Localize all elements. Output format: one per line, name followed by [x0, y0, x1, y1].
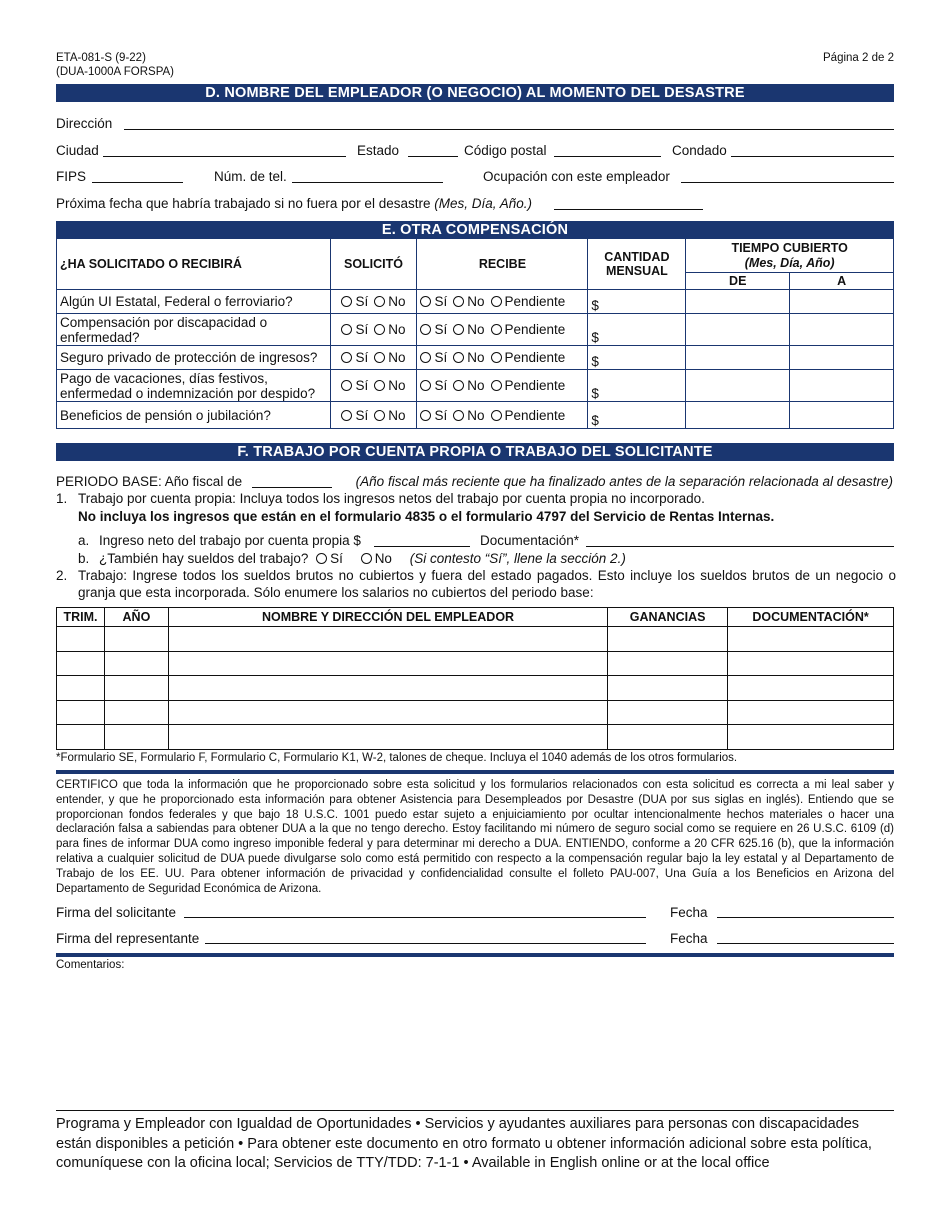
- solicito-no-radio[interactable]: [374, 380, 385, 391]
- wages-cell[interactable]: [104, 676, 168, 701]
- wages-cell[interactable]: [608, 700, 728, 725]
- certification-text: CERTIFICO que toda la información que he proporcionado sobre esta solicitud y los formularios relacionados con esta solicitud es correcta a mi leal saber y entender, y que he proporcionado esta información para obtener Asistencia para Desempleados por Desastre (DUA por sus siglas en inglés). Entiendo que se proporcionan fondos federales y que bajo 18 U.S.C. 1001 puedo estar sujeto a enjuiciamiento por ocultar intencionalmente hechos materiales o hacer una declaración falsa a sabiendas para obtener DUA a la que no tengo derecho. Estoy facilitando mi número de seguro social como se requiere en 26 U.S.C. 6109 (d) para fines de informar DUA como ingreso imponible federal y para determinar mi derecho a DUA. ENTIENDO, conforme a 20 CFR 625.16 (b), que la información relativa a cualquier solicitud de DUA puede divulgarse solo como está permitido con respecto a la compensación regular bajo la ley estatal y al Departamento de Trabajo de los EE. UU. Para obtener información de privacidad y confidencialidad consulte el folleto PAU-007, Una Guía a los Beneficios en Arizona del Departamento de Seguridad Económica de Arizona.: [56, 779, 894, 895]
- recibe-si-radio[interactable]: [420, 324, 431, 335]
- cantidad-mensual-field[interactable]: $: [588, 290, 686, 314]
- compensation-row: Beneficios de pensión o jubilación? Sí No Sí No Pendiente $: [57, 402, 894, 429]
- solicito-no-radio[interactable]: [374, 324, 385, 335]
- firma-representante-label: Firma del representante: [56, 931, 200, 946]
- form-id: ETA-081-S (9-22): [56, 52, 146, 64]
- wages-cell[interactable]: [168, 700, 607, 725]
- comentarios-label: Comentarios:: [56, 959, 125, 971]
- compensation-row: Pago de vacaciones, días festivos, enfermedad o indemnización por despido? Sí No Sí No Pendiente $: [57, 370, 894, 402]
- codigo-postal-field[interactable]: [554, 156, 661, 157]
- estado-field[interactable]: [408, 156, 458, 157]
- wages-col-header: AÑO: [104, 608, 168, 627]
- wages-cell[interactable]: [728, 627, 894, 652]
- recibe-si-radio[interactable]: [420, 296, 431, 307]
- wages-cell[interactable]: [104, 725, 168, 750]
- recibe-no-radio[interactable]: [453, 352, 464, 363]
- recibe-no-radio[interactable]: [453, 380, 464, 391]
- recibe-no-radio[interactable]: [453, 324, 464, 335]
- solicito-si-radio[interactable]: [341, 324, 352, 335]
- col-tiempo-header: TIEMPO CUBIERTO (Mes, Día, Año): [686, 239, 894, 273]
- solicito-si-radio[interactable]: [341, 296, 352, 307]
- compensation-question: Compensación por discapacidad o enfermedad?: [57, 314, 331, 346]
- cantidad-mensual-field[interactable]: $: [588, 346, 686, 370]
- compensation-row: Compensación por discapacidad o enfermedad? Sí No Sí No Pendiente $: [57, 314, 894, 346]
- proxima-fecha-label: Próxima fecha que habría trabajado si no fuera por el desastre (Mes, Día, Año.): [56, 196, 533, 211]
- proxima-fecha-field[interactable]: [554, 209, 703, 210]
- tiempo-de-field[interactable]: [686, 290, 790, 314]
- compensation-question: Algún UI Estatal, Federal o ferroviario?: [57, 290, 331, 314]
- documentacion-label: Documentación*: [480, 533, 580, 548]
- wages-col-header: TRIM.: [57, 608, 105, 627]
- section-d-title: D. NOMBRE DEL EMPLEADOR (O NEGOCIO) AL MOMENTO DEL DESASTRE: [56, 84, 894, 102]
- wages-row: [57, 676, 894, 701]
- wages-row: [57, 627, 894, 652]
- documentacion-field[interactable]: [586, 546, 894, 547]
- periodo-base-field[interactable]: [252, 487, 332, 488]
- wages-cell[interactable]: [608, 676, 728, 701]
- num-tel-label: Núm. de tel.: [214, 169, 287, 184]
- ingreso-neto-field[interactable]: [374, 546, 470, 547]
- recibe-pendiente-radio[interactable]: [491, 410, 502, 421]
- item1-bold-text: No incluya los ingresos que están en el formulario 4835 o el formulario 4797 del Servicio de Rentas Internas.: [78, 509, 775, 524]
- item-b-hint: (Si contesto “Sí”, llene la sección 2.): [409, 551, 626, 566]
- wages-cell[interactable]: [168, 651, 607, 676]
- recibe-pendiente-radio[interactable]: [491, 352, 502, 363]
- estado-label: Estado: [357, 143, 400, 158]
- wages-cell[interactable]: [57, 676, 105, 701]
- sueldos-si-radio[interactable]: [316, 553, 327, 564]
- firma-solicitante-label: Firma del solicitante: [56, 905, 177, 920]
- item1-text: Trabajo por cuenta propia: Incluya todos los ingresos netos del trabajo por cuenta propia no incorporado.: [78, 491, 705, 506]
- compensation-question: Pago de vacaciones, días festivos, enfermedad o indemnización por despido?: [57, 370, 331, 402]
- solicito-si-radio[interactable]: [341, 352, 352, 363]
- item1-number: 1.: [56, 491, 68, 506]
- ciudad-label: Ciudad: [56, 143, 99, 158]
- recibe-pendiente-radio[interactable]: [491, 324, 502, 335]
- wages-row: [57, 651, 894, 676]
- wages-row: [57, 700, 894, 725]
- footer-text: Programa y Empleador con Igualdad de Oportunidades • Servicios y ayudantes auxiliares para personas con discapacidades están disponibles a petición • Para obtener este documento en otro formato u obtener información adicional sobre esta política, comuníquese con la oficina local; Servicios de TTY/TDD: 7-1-1 • Available in English online or at the local office: [56, 1116, 872, 1172]
- comentarios-field[interactable]: [56, 975, 894, 1100]
- wages-col-header: NOMBRE Y DIRECCIÓN DEL EMPLEADOR: [168, 608, 607, 627]
- solicito-si-radio[interactable]: [341, 380, 352, 391]
- periodo-base-label: PERIODO BASE: Año fiscal de: [56, 474, 243, 489]
- ocupacion-field[interactable]: [681, 182, 894, 183]
- item2-text: Trabajo: Ingrese todos los sueldos brutos no cubiertos y fuera del estado pagados. Esto incluye los sueldos brutos de un negocio o granja que esta incorporada. Sólo enumere los salarios no cubiertos del periodo base:: [78, 568, 896, 600]
- tiempo-a-field[interactable]: [790, 370, 894, 402]
- wages-cell[interactable]: [168, 676, 607, 701]
- recibe-si-radio[interactable]: [420, 410, 431, 421]
- ocupacion-label: Ocupación con este empleador: [483, 169, 670, 184]
- wages-cell[interactable]: [728, 676, 894, 701]
- recibe-si-radio[interactable]: [420, 352, 431, 363]
- item-a-letter: a.: [78, 533, 90, 548]
- compensation-question: Seguro privado de protección de ingresos?: [57, 346, 331, 370]
- footer-rule: [56, 1110, 894, 1111]
- wages-cell[interactable]: [728, 700, 894, 725]
- wages-cell[interactable]: [608, 627, 728, 652]
- col-cantidad-header: CANTIDAD MENSUAL: [588, 239, 686, 290]
- section-e-title: E. OTRA COMPENSACIÓN: [56, 221, 894, 239]
- fips-label: FIPS: [56, 169, 87, 184]
- tiempo-de-field[interactable]: [686, 314, 790, 346]
- footnote: *Formulario SE, Formulario F, Formulario C, Formulario K1, W-2, talones de cheque. Incluya el 1040 además de los otros formularios.: [56, 752, 738, 764]
- direccion-label: Dirección: [56, 116, 113, 131]
- divider-bar-2: [56, 953, 894, 957]
- solicito-no-radio[interactable]: [374, 296, 385, 307]
- recibe-pendiente-radio[interactable]: [491, 296, 502, 307]
- tiempo-a-field[interactable]: [790, 314, 894, 346]
- col-a-header: A: [790, 273, 894, 290]
- wages-cell[interactable]: [728, 651, 894, 676]
- recibe-si-radio[interactable]: [420, 380, 431, 391]
- periodo-base-hint: (Año fiscal más reciente que ha finalizado antes de la separación relacionada al desastre): [355, 474, 893, 489]
- section-f-title: F. TRABAJO POR CUENTA PROPIA O TRABAJO DEL SOLICITANTE: [56, 443, 894, 461]
- wages-cell[interactable]: [104, 700, 168, 725]
- col-recibe-header: RECIBE: [417, 239, 588, 290]
- tiempo-a-field[interactable]: [790, 346, 894, 370]
- wages-cell[interactable]: [168, 725, 607, 750]
- solicito-si-radio[interactable]: [341, 410, 352, 421]
- wages-cell[interactable]: [57, 725, 105, 750]
- condado-field[interactable]: [731, 156, 894, 157]
- fecha-solicitante-field[interactable]: [717, 917, 894, 918]
- firma-solicitante-field[interactable]: [184, 917, 646, 918]
- item-b-row: ¿También hay sueldos del trabajo? Sí No (Si contesto “Sí”, llene la sección 2.): [99, 551, 626, 566]
- fecha-solicitante-label: Fecha: [670, 905, 708, 920]
- item2-number: 2.: [56, 568, 68, 583]
- tiempo-de-field[interactable]: [686, 346, 790, 370]
- wages-cell[interactable]: [608, 651, 728, 676]
- wages-col-header: DOCUMENTACIÓN*: [728, 608, 894, 627]
- tiempo-a-field[interactable]: [790, 290, 894, 314]
- compensation-row: Algún UI Estatal, Federal o ferroviario? Sí No Sí No Pendiente $: [57, 290, 894, 314]
- wages-cell[interactable]: [104, 627, 168, 652]
- form-sub-id: (DUA-1000A FORSPA): [56, 66, 175, 78]
- recibe-no-radio[interactable]: [453, 296, 464, 307]
- direccion-field[interactable]: [124, 129, 894, 130]
- page-number: Página 2 de 2: [823, 52, 894, 64]
- item-b-letter: b.: [78, 551, 90, 566]
- wages-cell[interactable]: [168, 627, 607, 652]
- codigo-postal-label: Código postal: [464, 143, 547, 158]
- firma-representante-field[interactable]: [205, 943, 646, 944]
- wages-row: [57, 725, 894, 750]
- col-solicito-header: SOLICITÓ: [330, 239, 417, 290]
- compensation-question: Beneficios de pensión o jubilación?: [57, 402, 331, 429]
- tiempo-de-field[interactable]: [686, 402, 790, 429]
- sueldos-no-radio[interactable]: [361, 553, 372, 564]
- col-de-header: DE: [686, 273, 790, 290]
- tiempo-de-field[interactable]: [686, 370, 790, 402]
- num-tel-field[interactable]: [292, 182, 443, 183]
- cantidad-mensual-field[interactable]: $: [588, 314, 686, 346]
- ciudad-field[interactable]: [103, 156, 346, 157]
- solicito-no-radio[interactable]: [374, 410, 385, 421]
- wages-table: [56, 607, 894, 750]
- fecha-representante-label: Fecha: [670, 931, 708, 946]
- cantidad-mensual-field[interactable]: $: [588, 370, 686, 402]
- col-question-header: ¿HA SOLICITADO O RECIBIRÁ: [57, 239, 331, 290]
- compensation-row: Seguro privado de protección de ingresos? Sí No Sí No Pendiente $: [57, 346, 894, 370]
- cantidad-mensual-field[interactable]: $: [588, 402, 686, 429]
- wages-col-header: GANANCIAS: [608, 608, 728, 627]
- item-b-label: ¿También hay sueldos del trabajo?: [99, 551, 309, 566]
- divider-bar: [56, 770, 894, 774]
- wages-cell[interactable]: [57, 651, 105, 676]
- tiempo-a-field[interactable]: [790, 402, 894, 429]
- recibe-pendiente-radio[interactable]: [491, 380, 502, 391]
- wages-cell[interactable]: [728, 725, 894, 750]
- wages-cell[interactable]: [57, 700, 105, 725]
- wages-cell[interactable]: [104, 651, 168, 676]
- condado-label: Condado: [672, 143, 727, 158]
- fips-field[interactable]: [92, 182, 183, 183]
- wages-cell[interactable]: [608, 725, 728, 750]
- item-a-label: Ingreso neto del trabajo por cuenta propia $: [99, 533, 361, 548]
- recibe-no-radio[interactable]: [453, 410, 464, 421]
- wages-cell[interactable]: [57, 627, 105, 652]
- other-compensation-table: [56, 238, 894, 429]
- fecha-representante-field[interactable]: [717, 943, 894, 944]
- solicito-no-radio[interactable]: [374, 352, 385, 363]
